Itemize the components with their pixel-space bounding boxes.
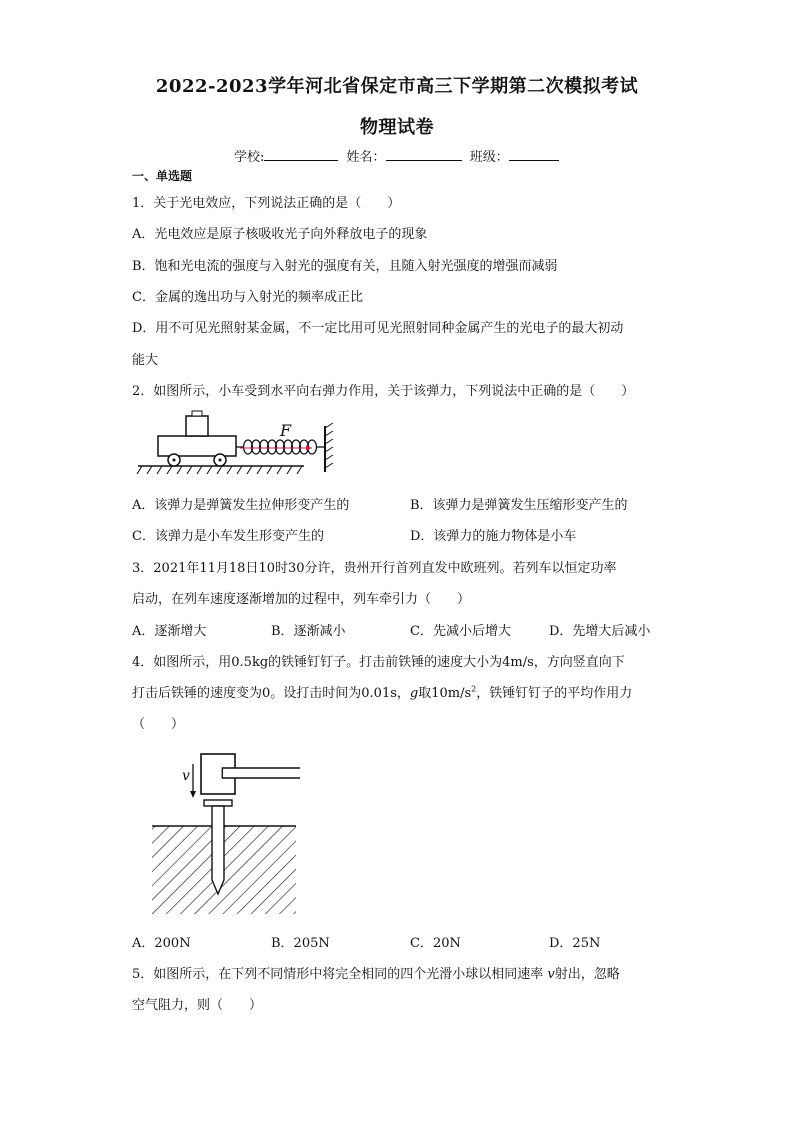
cart-block <box>186 416 208 436</box>
q1-option-d-line1: D．用不可见光照射某金属，不一定比用可见光照射同种金属产生的光电子的最大初动 <box>132 321 624 336</box>
q4-stem-part1: 打击后铁锤的速度变为0。设打击时间为0.01s， <box>132 686 410 701</box>
q4-stem-part2: 取10m/s <box>418 686 472 701</box>
nail-shaft <box>212 806 224 894</box>
q1-option-b: B．饱和光电流的强度与入射光的强度有关，且随入射光强度的增强而减弱 <box>132 259 558 274</box>
q2-option-d: D．该弹力的施力物体是小车 <box>410 529 577 544</box>
q4-stem-line1: 4．如图所示，用0.5kg的铁锤钉钉子。打击前铁锤的速度大小为4m/s，方向竖直向下 <box>132 655 625 670</box>
q3-option-d: D．先增大后减小 <box>549 624 651 639</box>
exam-title: 2022-2023学年河北省保定市高三下学期第二次模拟考试 <box>155 76 639 97</box>
q4-stem-line2 <box>132 682 632 701</box>
q3-option-b: B．逐渐减小 <box>271 624 346 639</box>
q3-option-c: C．先减小后增大 <box>410 624 511 639</box>
q5-stem-line1 <box>132 963 620 982</box>
section-heading: 一、单选题 <box>132 169 193 183</box>
q4-stem-line3: （ ） <box>132 717 185 732</box>
q4-option-a: A．200N <box>132 936 191 951</box>
school-blank[interactable] <box>264 148 338 161</box>
cart-spring-figure <box>136 406 350 478</box>
hammer-nail-figure <box>148 748 300 918</box>
velocity-label: v <box>182 768 190 784</box>
student-info-line <box>234 146 559 165</box>
q2-stem: 2．如图所示，小车受到水平向右弹力作用，关于该弹力，下列说法中正确的是（ ） <box>132 384 635 399</box>
q4-exponent: 2 <box>471 684 477 694</box>
nail-head <box>204 800 232 806</box>
q3-option-a: A．逐渐增大 <box>132 624 207 639</box>
q1-option-c: C．金属的逸出功与入射光的频率成正比 <box>132 290 363 305</box>
exam-subtitle: 物理试卷 <box>360 117 434 138</box>
q2-option-b: B．该弹力是弹簧发生压缩形变产生的 <box>410 498 628 513</box>
school-label: 学校: <box>234 150 265 165</box>
q3-stem-line1: 3．2021年11月18日10时30分许，贵州开行首列直发中欧班列。若列车以恒定功率 <box>132 561 617 576</box>
name-label: 姓名： <box>346 150 386 165</box>
q2-option-c: C．该弹力是小车发生形变产生的 <box>132 529 324 544</box>
force-label: F <box>280 421 292 440</box>
q4-g-symbol: g <box>409 686 419 701</box>
q4-option-c: C．20N <box>410 936 461 951</box>
name-blank[interactable] <box>386 148 462 161</box>
q5-v-symbol: v <box>547 967 555 982</box>
class-blank[interactable] <box>509 148 559 161</box>
q5-stem-part2: 射出，忽略 <box>554 967 620 982</box>
spring <box>244 440 317 454</box>
cart-body <box>158 436 236 456</box>
q4-stem-part3: ，铁锤钉钉子的平均作用力 <box>476 686 633 701</box>
q4-option-b: B．205N <box>271 936 330 951</box>
class-label: 班级： <box>469 150 509 165</box>
q2-option-a: A．该弹力是弹簧发生拉伸形变产生的 <box>132 498 350 513</box>
q4-option-d: D．25N <box>549 936 601 951</box>
q1-option-d-line2: 能大 <box>132 353 159 368</box>
hammer-handle <box>222 768 300 778</box>
q5-stem-part1: 5．如图所示，在下列不同情形中将完全相同的四个光滑小球以相同速率 <box>132 967 548 982</box>
q5-stem-line2: 空气阻力，则（ ） <box>132 998 263 1013</box>
q3-stem-line2: 启动，在列车速度逐渐增加的过程中，列车牵引力（ ） <box>132 592 471 607</box>
q1-stem: 1．关于光电效应，下列说法正确的是（ ） <box>132 196 401 211</box>
q1-option-a: A．光电效应是原子核吸收光子向外释放电子的现象 <box>132 227 428 242</box>
